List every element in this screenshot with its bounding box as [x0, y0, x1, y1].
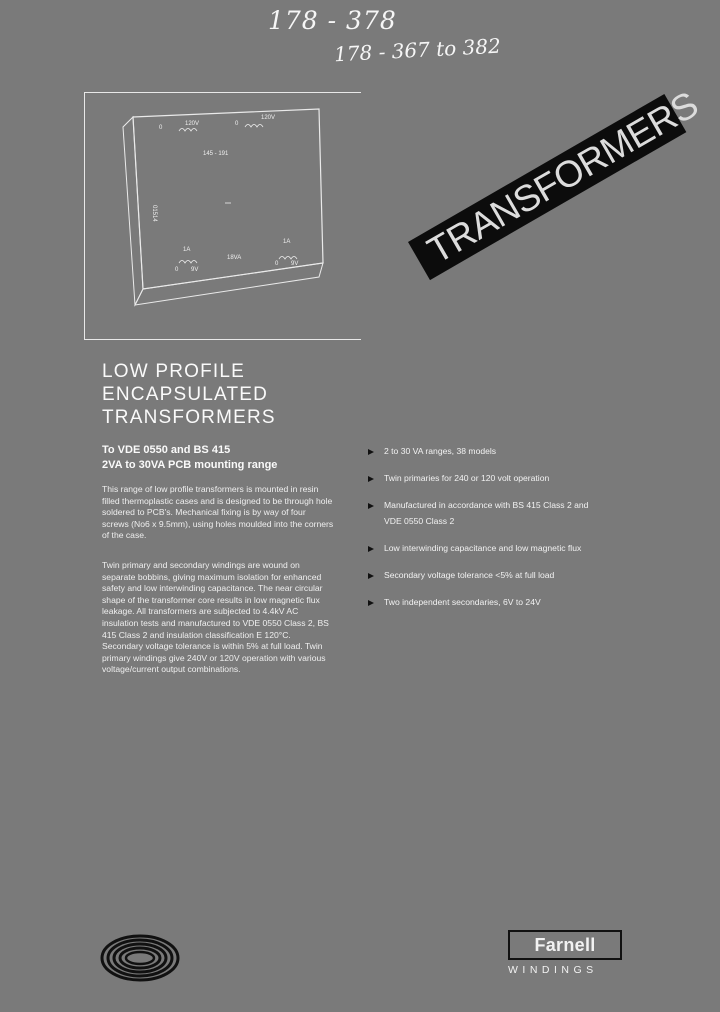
feature-item — [368, 470, 604, 486]
feature-text: 2 to 30 VA ranges, 38 models — [384, 446, 497, 456]
title-line-2: ENCAPSULATED — [102, 384, 269, 405]
bullet-arrow-icon — [368, 503, 374, 509]
category-banner — [408, 83, 705, 280]
label-current-left: 1A — [183, 247, 191, 253]
title-line-1: LOW PROFILE — [102, 361, 246, 382]
label-current-right: 1A — [283, 239, 291, 245]
feature-text: Secondary voltage tolerance <5% at full load — [384, 570, 555, 580]
label-primary-left: 120V — [185, 121, 200, 127]
subtitle — [102, 443, 277, 473]
page-title — [102, 360, 276, 429]
label-rating: 18VA — [227, 255, 242, 261]
label-pin-range: 145 - 191 — [203, 151, 229, 157]
brand-name: Farnell — [534, 935, 596, 955]
bullet-arrow-icon — [368, 546, 374, 552]
label-part-code: 01514 — [151, 205, 157, 222]
label-sec-right-v: 9V — [291, 261, 299, 267]
label-sec-left-v: 9V — [191, 267, 199, 273]
label-zero-left: 0 — [159, 125, 163, 131]
subtitle-line-2: 2VA to 30VA PCB mounting range — [102, 459, 278, 471]
description-paragraph-1: This range of low profile transformers is mounted in resin filled thermoplastic cases and is designed to be through hole soldered to PCB's. Mechanical fixing is by way of four screws (No6 x 9.5mm), using holes moulded into the corners of the case. — [102, 484, 334, 541]
feature-text: Manufactured in accordance with BS 415 Class 2 and VDE 0550 Class 2 — [384, 500, 589, 526]
bullet-arrow-icon — [368, 449, 374, 455]
feature-list — [368, 443, 604, 621]
label-sec-right-zero: 0 — [275, 261, 279, 267]
subtitle-line-1: To VDE 0550 and BS 415 — [102, 444, 231, 456]
label-primary-right: 120V — [261, 115, 276, 121]
farnell-logo-box — [508, 930, 622, 960]
feature-text: Low interwinding capacitance and low magnetic flux — [384, 543, 582, 553]
feature-item — [368, 567, 604, 583]
feature-text: Two independent secondaries, 6V to 24V — [384, 597, 541, 607]
label-zero-right: 0 — [235, 121, 239, 127]
description-paragraph-2: Twin primary and secondary windings are wound on separate bobbins, giving maximum isolation for enhanced safety and low interwinding capacitance. The near circular shape of the transformer core results in low magnetic flux leakage. All transformers are subjected to 4.4kV AC insulation tests and manufactured to VDE 0550 Class 2, BS 415 Class 2 and insulation classification E 120°C. Secondary voltage tolerance is within 5% at full load. Twin primary windings give 240V or 120V operation with various voltage/current output combinations. — [102, 560, 329, 675]
brand-subtitle: WINDINGS — [508, 964, 598, 976]
feature-item — [368, 443, 604, 459]
farnell-logo — [508, 930, 622, 978]
feature-text: Twin primaries for 240 or 120 volt operation — [384, 473, 550, 483]
rings-logo-icon — [98, 932, 182, 984]
transformer-drawing — [85, 93, 361, 339]
bullet-arrow-icon — [368, 600, 374, 606]
transformer-figure — [84, 92, 361, 340]
title-line-3: TRANSFORMERS — [102, 407, 276, 428]
feature-item — [368, 540, 604, 556]
feature-item — [368, 594, 604, 610]
bullet-arrow-icon — [368, 476, 374, 482]
label-sec-left-zero: 0 — [175, 267, 179, 273]
handwritten-note-2: 178 - 367 to 382 — [333, 33, 502, 67]
handwritten-note-1: 178 - 378 — [268, 6, 397, 35]
banner-text: TRANSFORMERS — [420, 83, 705, 272]
bullet-arrow-icon — [368, 573, 374, 579]
feature-item — [368, 497, 604, 529]
